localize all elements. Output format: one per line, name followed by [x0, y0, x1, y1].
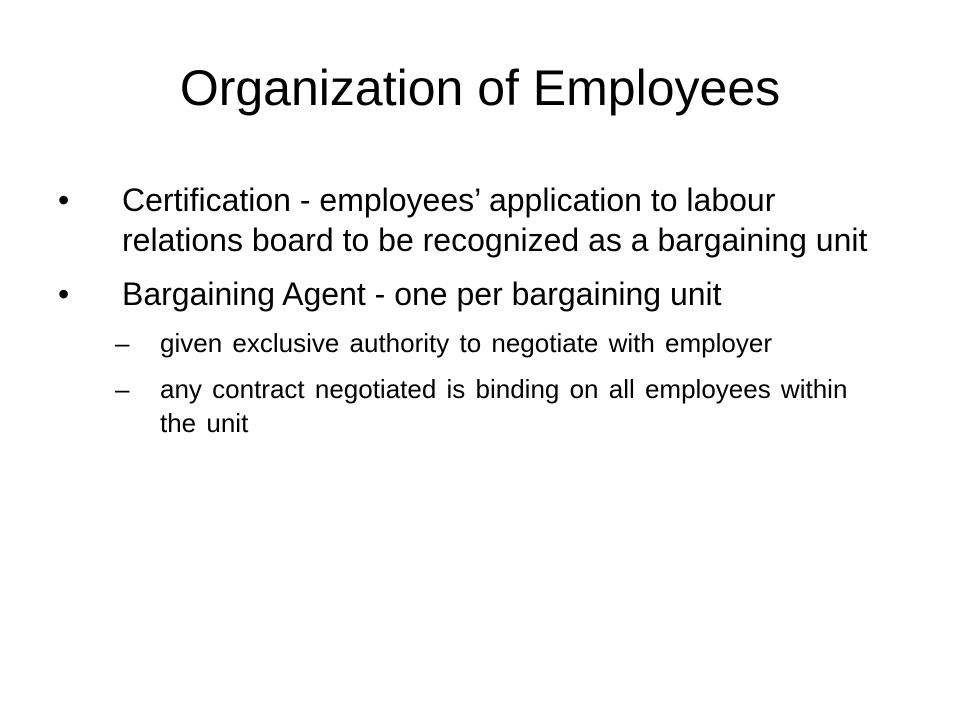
bullet-item-bargaining-agent [0, 274, 960, 314]
bullet-item-certification [0, 180, 960, 260]
bullet-marker: • [58, 276, 70, 312]
slide-content [0, 180, 960, 452]
dash-marker: – [115, 374, 130, 404]
slide-title: Organization of Employees [179, 60, 781, 116]
bullet-text: Bargaining Agent - one per bargaining unit [122, 276, 722, 312]
sub-item-text: any contract negotiated is binding on all employees within the unit [160, 374, 848, 438]
sub-item-binding-contract [0, 372, 960, 440]
bullet-text: Certification - employees’ application to labour relations board to be recognized as a bargaining unit [122, 182, 868, 258]
bullet-marker: • [58, 182, 70, 218]
sub-item-exclusive-authority [0, 326, 960, 360]
dash-marker: – [115, 328, 130, 358]
sub-item-text: given exclusive authority to negotiate with employer [160, 328, 772, 358]
